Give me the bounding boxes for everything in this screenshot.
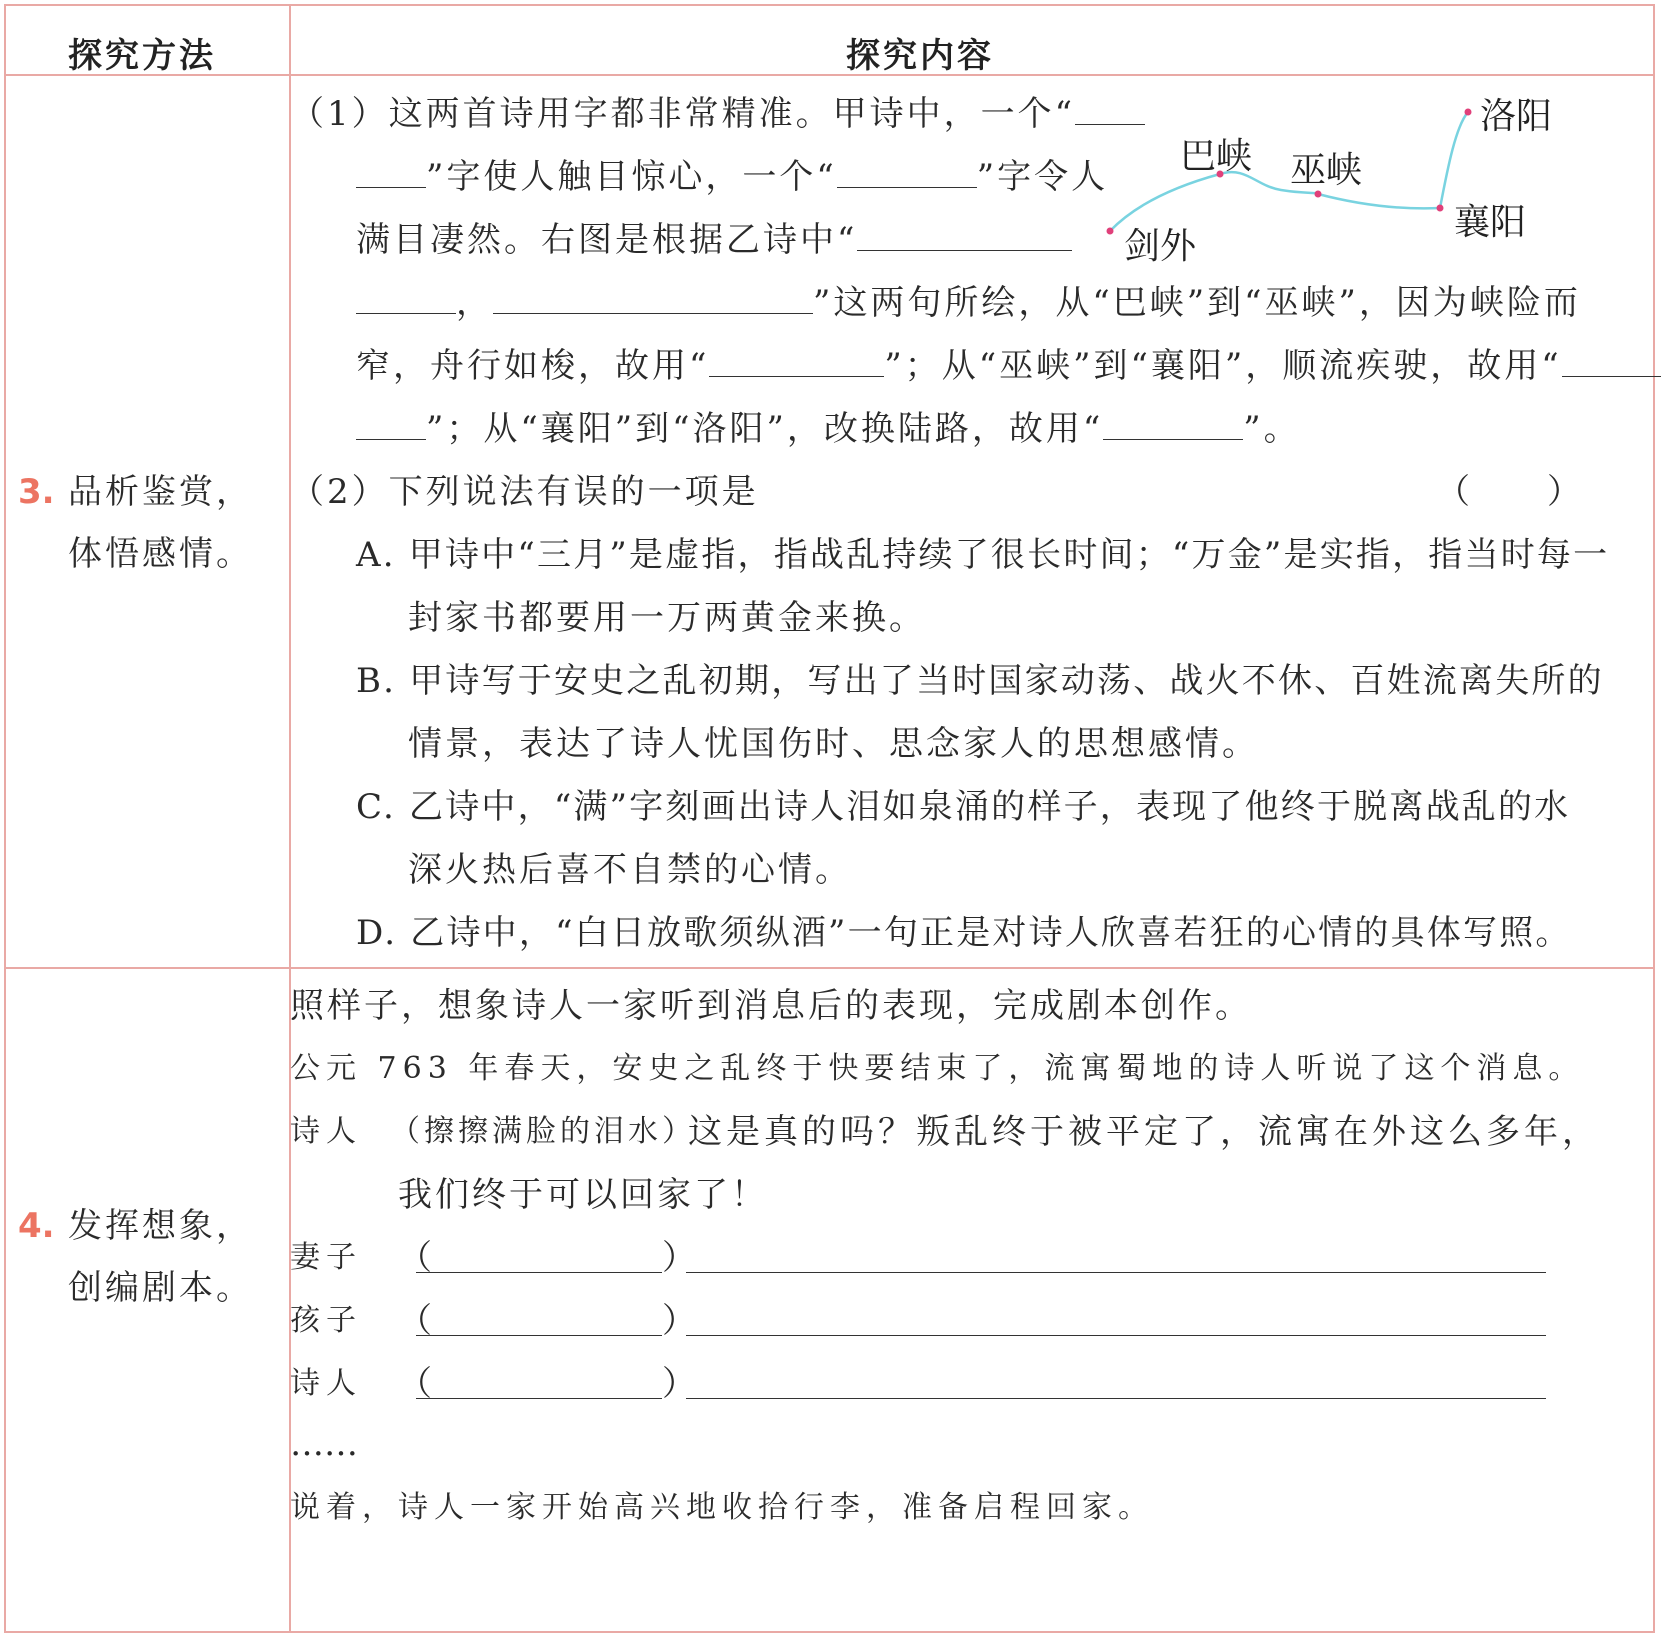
q1-line1 [290,94,1145,134]
role-poet: 诗人 [290,1366,362,1401]
q1-text: ”字使人触目惊心，一个“ [426,157,837,197]
open-paren: （ [398,1364,435,1404]
header-content: 探究内容 [846,36,994,76]
q2-option-b: B. 甲诗写于安史之乱初期，写出了当时国家动荡、战火不休、百姓流离失所的 [356,661,1604,701]
answer-blank[interactable] [1103,409,1243,440]
child-dialogue-blank[interactable] [686,1335,1546,1336]
method-3-line2: 体悟感情。 [68,534,253,574]
method-4-line2: 创编剧本。 [68,1268,253,1308]
poet-action-blank[interactable] [416,1398,662,1399]
q2-option-a: A. 甲诗中“三月”是虚指，指战乱持续了很长时间；“万金”是实指，指当时每一 [356,535,1610,575]
q1-text: ， [456,283,493,323]
q1-text: ”；从“巫峡”到“襄阳”，顺流疾驶，故用“ [884,346,1562,386]
item-number-3: 3. [18,472,55,512]
point-xiangyang [1437,205,1444,212]
ellipsis: …… [290,1424,358,1464]
poet-dialogue-cont: 我们终于可以回家了！ [398,1175,768,1215]
q2-option-b-cont: 情景，表达了诗人忧国伤时、思念家人的思想感情。 [408,724,1259,764]
method-3-line1: 品析鉴赏， [68,472,253,512]
child-action-blank[interactable] [416,1335,662,1336]
poet-role: 诗人 [290,1114,362,1149]
q1-line5 [356,346,1661,386]
q1-line4 [356,283,1581,323]
close-paren: ） [662,1238,699,1278]
q1-text: ”这两句所绘，从“巴峡”到“巫峡”，因为峡险而 [813,283,1581,323]
close-paren: ） [662,1364,699,1404]
scene-description: 公元 763 年春天，安史之乱终于快要结束了，流寓蜀地的诗人听说了这个消息。 [290,1051,1585,1086]
script-ending: 说着，诗人一家开始高兴地收拾行李，准备启程回家。 [290,1490,1154,1525]
map-label-wuxia: 巫峡 [1290,150,1363,191]
poet-dialogue-blank[interactable] [686,1398,1546,1399]
open-paren: （ [398,1301,435,1341]
q2-stem: （2）下列说法有误的一项是 [290,472,759,512]
answer-blank[interactable] [356,157,426,188]
header-method: 探究方法 [68,36,216,76]
q1-text: ”；从“襄阳”到“洛阳”，改换陆路，故用“ [426,409,1104,449]
answer-blank[interactable] [493,283,813,314]
role-wife: 妻子 [290,1240,362,1275]
map-label-luoyang: 洛阳 [1480,96,1553,137]
poet-dialogue: 这是真的吗？叛乱终于被平定了，流寓在外这么多年， [688,1112,1600,1152]
answer-blank[interactable] [356,283,456,314]
route-line [1110,112,1468,231]
script-instruction: 照样子，想象诗人一家听到消息后的表现，完成剧本创作。 [290,986,1252,1026]
q2-option-d: D. 乙诗中，“白日放歌须纵酒”一句正是对诗人欣喜若狂的心情的具体写照。 [356,913,1572,953]
close-paren: ） [662,1301,699,1341]
worksheet-table [4,4,1655,1633]
map-label-xiangyang: 襄阳 [1454,202,1527,243]
answer-blank[interactable] [1562,346,1661,377]
row-divider [6,967,1653,969]
q1-line6 [356,409,1301,449]
poet-direction: （擦擦满脸的泪水） [390,1114,696,1149]
q1-text: ”字令人 [976,157,1109,197]
q1-text: （1）这两首诗用字都非常精准。甲诗中，一个“ [290,94,1076,134]
q2-option-a-cont: 封家书都要用一万两黄金来换。 [408,598,926,638]
point-jianwai [1107,228,1114,235]
q1-text: 满目凄然。右图是根据乙诗中“ [356,220,858,260]
method-4-line1: 发挥想象， [68,1206,253,1246]
map-label-baxia: 巴峡 [1180,136,1253,177]
answer-blank[interactable] [837,157,977,188]
q2-option-c: C. 乙诗中，“满”字刻画出诗人泪如泉涌的样子，表现了他终于脱离战乱的水 [356,787,1571,827]
wife-action-blank[interactable] [416,1272,662,1273]
answer-blank[interactable] [356,409,426,440]
q1-text: ”。 [1243,409,1301,449]
q1-text: 窄，舟行如梭，故用“ [356,346,710,386]
answer-blank[interactable] [709,346,884,377]
q2-option-c-cont: 深火热后喜不自禁的心情。 [408,850,852,890]
item-number-4: 4. [18,1206,55,1246]
point-luoyang [1465,109,1472,116]
q1-line3 [356,220,1072,260]
answer-blank[interactable] [857,220,1072,251]
open-paren: （ [398,1238,435,1278]
map-label-jianwai: 剑外 [1124,226,1197,267]
q2-answer-paren[interactable]: （ ） [1436,472,1584,512]
q1-line2 [356,157,1108,197]
header-divider [6,74,1653,76]
wife-dialogue-blank[interactable] [686,1272,1546,1273]
role-child: 孩子 [290,1303,362,1338]
